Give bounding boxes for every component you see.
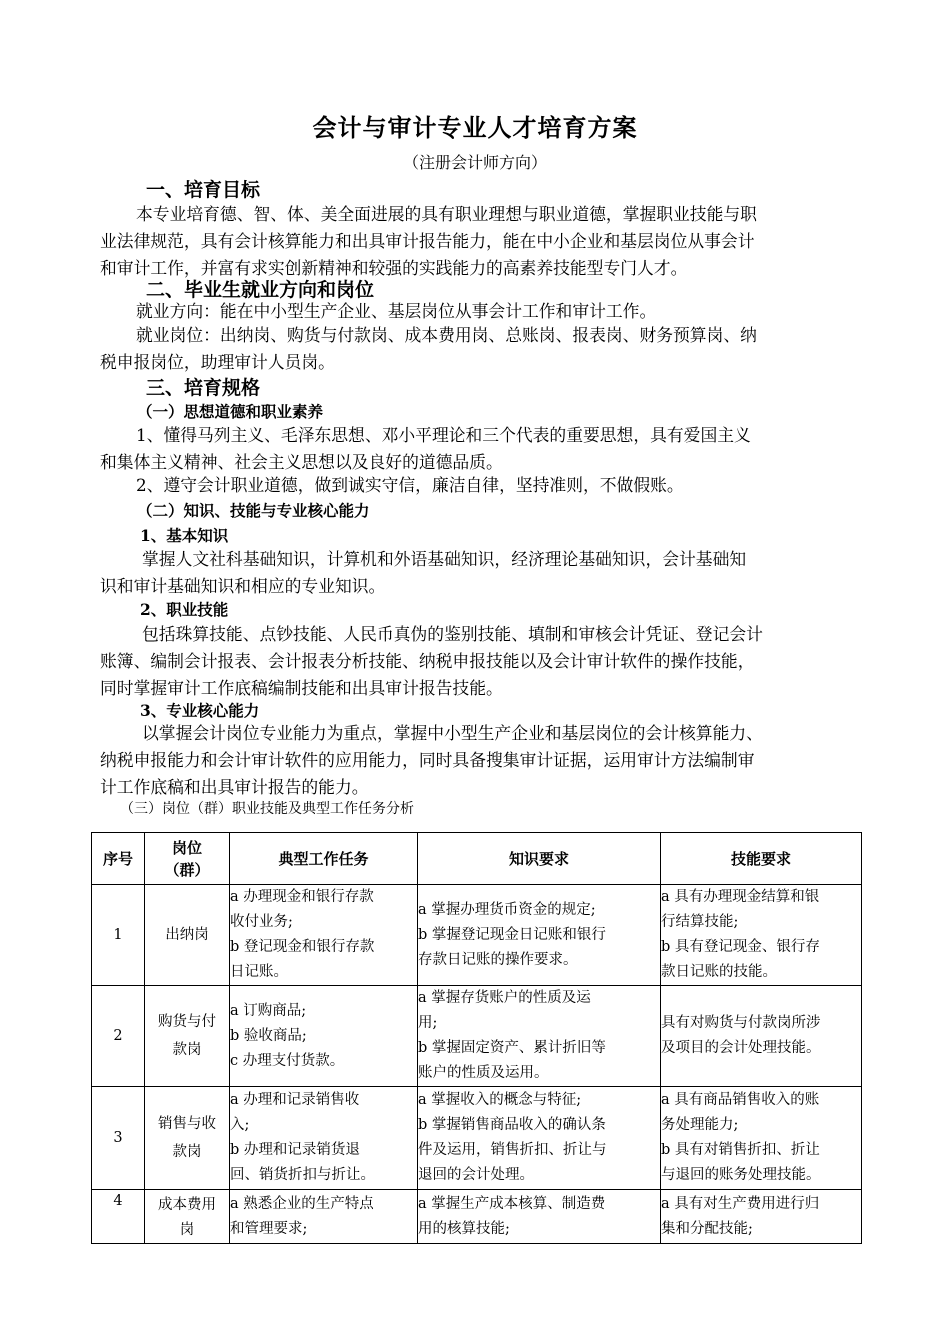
table-row xyxy=(92,986,862,1087)
cell-line: a 掌握生产成本核算、制造费 xyxy=(418,1195,606,1212)
text-line: 2、遵守会计职业道德，做到诚实守信，廉洁自律，坚持准则，不做假账。 xyxy=(136,475,684,495)
row-post xyxy=(145,986,230,1087)
basic-knowledge-paragraph xyxy=(100,546,852,600)
cell-line: 用的核算技能; xyxy=(418,1220,510,1237)
cell-line: b 办理和记录销货退 xyxy=(230,1142,360,1158)
cell-line: 存款日记账的操作要求。 xyxy=(418,951,578,968)
cell-line: a 订购商品; xyxy=(230,1002,307,1019)
row-skill xyxy=(661,885,862,986)
cell-line: b 登记现金和银行存款 xyxy=(230,939,375,955)
employment-direction xyxy=(100,298,852,325)
header-task: 典型工作任务 xyxy=(230,833,418,885)
cell-line: 与退回的账务处理技能。 xyxy=(661,1167,821,1183)
post-line: 出纳岗 xyxy=(165,927,209,943)
cell-line: b 掌握固定资产、累计折旧等 xyxy=(418,1040,606,1056)
cell-line: b 验收商品; xyxy=(230,1027,307,1044)
row-knowledge xyxy=(418,885,661,986)
cell-line: a 办理现金和银行存款 xyxy=(230,889,374,905)
row-skill xyxy=(661,1190,862,1244)
employment-posts xyxy=(100,322,852,376)
header-knowledge: 知识要求 xyxy=(418,833,661,885)
text-line: 就业岗位：出纳岗、购货与付款岗、成本费用岗、总账岗、报表岗、财务预算岗、纳 xyxy=(136,325,757,345)
cell-line: b 具有对销售折扣、折让 xyxy=(661,1142,820,1158)
cell-line: 行结算技能; xyxy=(661,914,739,930)
vocational-skills-paragraph xyxy=(100,621,852,702)
row-post xyxy=(145,1087,230,1190)
cell-line: b 具有登记现金、银行存 xyxy=(661,939,820,955)
cell-line: 日记账。 xyxy=(230,964,288,980)
core-competence-paragraph xyxy=(100,720,852,801)
header-seq: 序号 xyxy=(92,833,145,885)
text-line: 和集体主义精神、社会主义思想以及良好的道德品质。 xyxy=(100,452,503,472)
section-heading-goals: 一、培育目标 xyxy=(146,179,261,201)
cell-line: 及项目的会计处理技能。 xyxy=(661,1040,821,1056)
section-heading-employment: 二、毕业生就业方向和岗位 xyxy=(146,279,375,301)
row-seq: 1 xyxy=(92,885,145,986)
text-line: 1、懂得马列主义、毛泽东思想、邓小平理论和三个代表的重要思想，具有爱国主义 xyxy=(136,425,751,445)
header-post-line2: （群） xyxy=(164,860,210,879)
row-post xyxy=(145,885,230,986)
header-skill: 技能要求 xyxy=(661,833,862,885)
cell-line: 用; xyxy=(418,1015,438,1031)
cell-line: b 掌握销售商品收入的确认条 xyxy=(418,1117,606,1133)
page-title: 会计与审计专业人才培育方案 xyxy=(312,114,638,142)
text-line: 包括珠算技能、点钞技能、人民币真伪的鉴别技能、填制和审核会计凭证、登记会计 xyxy=(142,624,763,644)
post-line: 购货与付 xyxy=(158,1014,216,1030)
heading-core-competence: 3、专业核心能力 xyxy=(140,701,260,720)
text-line: 掌握人文社科基础知识，计算机和外语基础知识，经济理论基础知识，会计基础知 xyxy=(142,549,747,569)
cell-line: 回、销货折扣与折让。 xyxy=(230,1167,375,1183)
heading-vocational-skills: 2、职业技能 xyxy=(140,600,229,619)
row-seq: 2 xyxy=(92,986,145,1087)
cell-line: 款日记账的技能。 xyxy=(661,964,777,980)
cell-line: c 办理支付货款。 xyxy=(230,1052,345,1069)
cell-line: a 办理和记录销售收 xyxy=(230,1092,360,1108)
table-header-row xyxy=(92,833,862,885)
header-post-line1: 岗位 xyxy=(171,838,202,857)
header-post xyxy=(145,833,230,885)
cell-line: a 具有商品销售收入的账 xyxy=(661,1092,820,1108)
cell-line: a 掌握办理货币资金的规定; xyxy=(418,901,596,918)
row-skill xyxy=(661,986,862,1087)
skills-table xyxy=(91,832,862,1244)
cell-line: 入; xyxy=(230,1117,250,1133)
page-subtitle: （注册会计师方向） xyxy=(402,153,547,172)
goals-paragraph xyxy=(100,201,852,282)
cell-line: 和管理要求; xyxy=(230,1220,308,1237)
cell-line: a 熟悉企业的生产特点 xyxy=(230,1195,374,1212)
subsection-heading-ethics: （一）思想道德和职业素养 xyxy=(137,402,324,421)
row-skill xyxy=(661,1087,862,1190)
ethics-item-1 xyxy=(100,422,852,476)
table-caption: （三）岗位（群）职业技能及典型工作任务分析 xyxy=(120,801,414,817)
section-heading-specs: 三、培育规格 xyxy=(146,377,261,399)
cell-line: 件及运用，销售折扣、折让与 xyxy=(418,1142,607,1158)
row-task xyxy=(230,885,418,986)
cell-line: 收付业务; xyxy=(230,914,293,930)
text-line: 就业方向：能在中小型生产企业、基层岗位从事会计工作和审计工作。 xyxy=(136,301,657,321)
cell-line: a 掌握存货账户的性质及运 xyxy=(418,990,591,1006)
row-knowledge xyxy=(418,986,661,1087)
row-knowledge xyxy=(418,1190,661,1244)
heading-basic-knowledge: 1、基本知识 xyxy=(140,526,229,545)
post-line: 销售与收 xyxy=(158,1116,216,1132)
ethics-item-2 xyxy=(100,472,852,499)
row-task xyxy=(230,1087,418,1190)
text-line: 和审计工作，并富有求实创新精神和较强的实践能力的高素养技能型专门人才。 xyxy=(100,258,688,278)
cell-line: 集和分配技能; xyxy=(661,1220,753,1237)
post-line: 款岗 xyxy=(172,1144,202,1160)
row-task xyxy=(230,1190,418,1244)
table-row xyxy=(92,1190,862,1244)
subsection-heading-skills: （二）知识、技能与专业核心能力 xyxy=(137,501,370,520)
cell-line: a 掌握收入的概念与特征; xyxy=(418,1092,582,1108)
text-line: 业法律规范，具有会计核算能力和出具审计报告能力，能在中小企业和基层岗位从事会计 xyxy=(100,231,755,251)
row-post xyxy=(145,1190,230,1244)
post-line: 款岗 xyxy=(172,1042,202,1058)
text-line: 计工作底稿和出具审计报告的能力。 xyxy=(100,777,369,797)
table-row xyxy=(92,1087,862,1190)
cell-line: 务处理能力; xyxy=(661,1117,739,1133)
text-line: 识和审计基础知识和相应的专业知识。 xyxy=(100,576,386,596)
cell-line: 退回的会计处理。 xyxy=(418,1167,534,1183)
text-line: 纳税申报能力和会计审计软件的应用能力，同时具备搜集审计证据，运用审计方法编制审 xyxy=(100,750,755,770)
cell-line: 账户的性质及运用。 xyxy=(418,1065,549,1081)
table-row xyxy=(92,885,862,986)
text-line: 以掌握会计岗位专业能力为重点，掌握中小型生产企业和基层岗位的会计核算能力、 xyxy=(142,723,763,743)
row-task xyxy=(230,986,418,1087)
cell-line: a 具有办理现金结算和银 xyxy=(661,889,820,905)
cell-line: b 掌握登记现金日记账和银行 xyxy=(418,926,606,943)
text-line: 账簿、编制会计报表、会计报表分析技能、纳税申报技能以及会计审计软件的操作技能， xyxy=(100,651,755,671)
cell-line: 具有对购货与付款岗所涉 xyxy=(661,1015,821,1031)
row-seq: 3 xyxy=(92,1087,145,1190)
row-seq: 4 xyxy=(92,1190,145,1244)
text-line: 本专业培育德、智、体、美全面进展的具有职业理想与职业道德，掌握职业技能与职 xyxy=(136,204,757,224)
text-line: 同时掌握审计工作底稿编制技能和出具审计报告技能。 xyxy=(100,678,503,698)
post-line: 岗 xyxy=(179,1222,195,1238)
post-line: 成本费用 xyxy=(158,1197,216,1213)
text-line: 税申报岗位，助理审计人员岗。 xyxy=(100,352,335,372)
cell-line: a 具有对生产费用进行归 xyxy=(661,1195,820,1212)
row-knowledge xyxy=(418,1087,661,1190)
